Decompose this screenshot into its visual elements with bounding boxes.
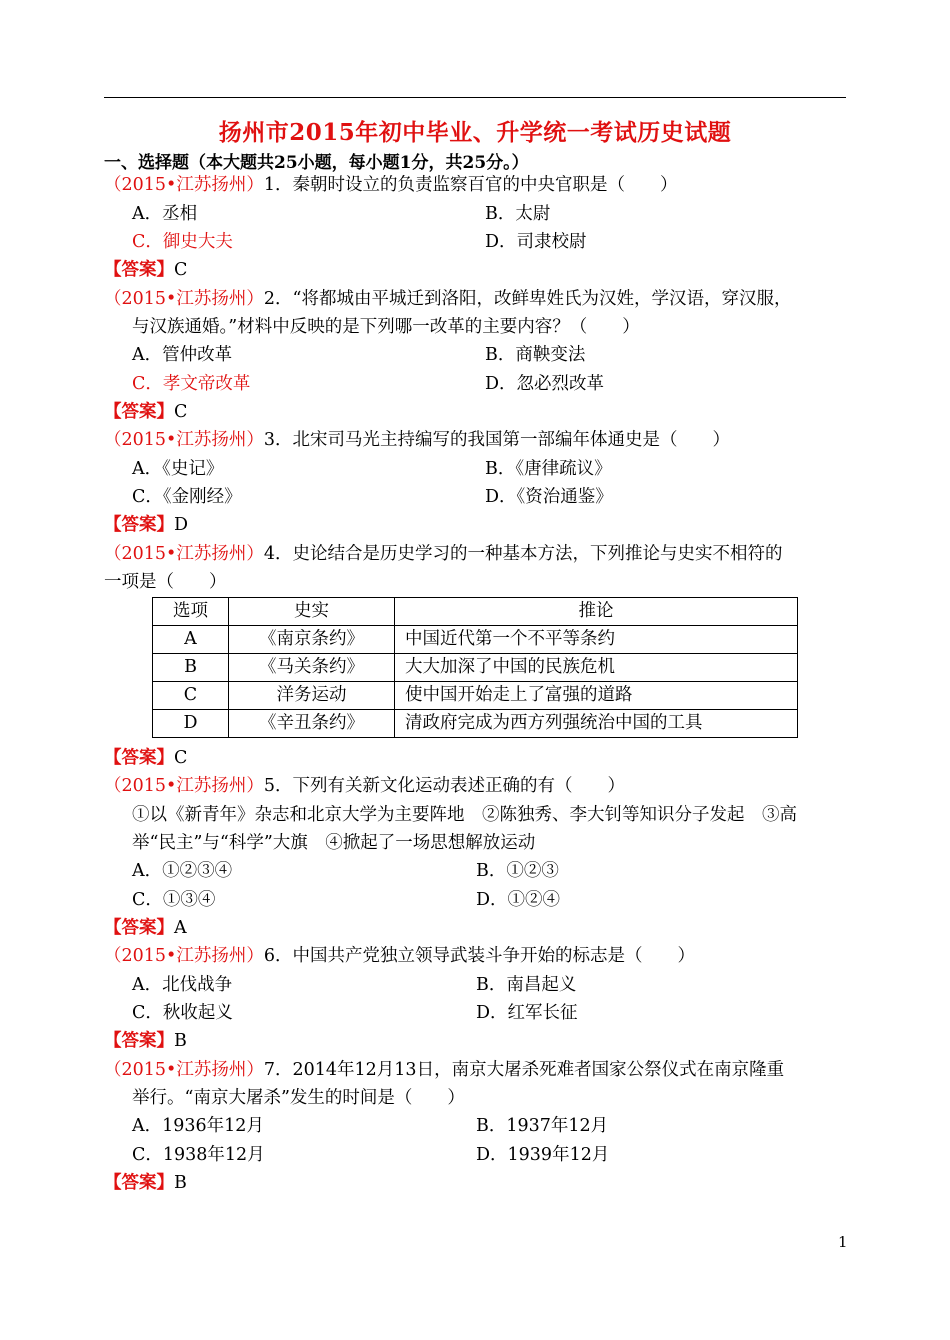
option-b: B．商鞅变法 bbox=[485, 345, 586, 365]
question-text: 7．2014年12月13日，南京大屠杀死难者国家公祭仪式在南京隆重 bbox=[263, 1060, 785, 1080]
question-text: 2．“将都城由平城迁到洛阳，改鲜卑姓氏为汉姓，学汉语，穿汉服， bbox=[263, 289, 792, 309]
answer-label: 【答案】 bbox=[104, 1031, 174, 1051]
table-cell: A bbox=[153, 626, 229, 654]
option-d: D．①②④ bbox=[476, 890, 561, 910]
answer-label: 【答案】 bbox=[104, 515, 174, 535]
table-cell: C bbox=[153, 682, 229, 710]
answer-label: 【答案】 bbox=[104, 260, 174, 280]
option-b: B．①②③ bbox=[476, 861, 559, 881]
table-row bbox=[153, 626, 798, 654]
answer-6 bbox=[104, 1030, 187, 1052]
table-header-cell: 选项 bbox=[153, 598, 229, 626]
question-5 bbox=[104, 775, 625, 797]
answer-1 bbox=[104, 259, 187, 281]
question-4-line-2: 一项是（ ） bbox=[104, 572, 227, 592]
question-text: 5．下列有关新文化运动表述正确的有（ ） bbox=[263, 776, 625, 796]
question-text: 1．秦朝时设立的负责监察百官的中央官职是（ ） bbox=[263, 175, 678, 195]
question-text: 4．史论结合是历史学习的一种基本方法，下列推论与史实不相符的 bbox=[263, 544, 783, 564]
answer-label: 【答案】 bbox=[104, 1173, 174, 1193]
option-b: B．《唐律疏议》 bbox=[485, 459, 612, 479]
option-a: A．①②③④ bbox=[132, 861, 233, 881]
question-text: 3．北宋司马光主持编写的我国第一部编年体通史是（ ） bbox=[263, 430, 730, 450]
question-6 bbox=[104, 945, 695, 967]
header-rule bbox=[104, 97, 846, 98]
table-cell: D bbox=[153, 710, 229, 738]
option-a: A．管仲改革 bbox=[132, 345, 233, 365]
question-source: （2015•江苏扬州） bbox=[104, 544, 264, 564]
option-a: A．丞相 bbox=[132, 204, 198, 224]
question-source: （2015•江苏扬州） bbox=[104, 776, 264, 796]
answer-3 bbox=[104, 514, 188, 536]
question-2 bbox=[104, 288, 791, 310]
history-table bbox=[152, 597, 798, 738]
option-d: D．红军长征 bbox=[476, 1003, 578, 1023]
option-d: D．《资治通鉴》 bbox=[485, 487, 613, 507]
answer-value: B bbox=[174, 1173, 187, 1193]
answer-label: 【答案】 bbox=[104, 748, 174, 768]
question-1 bbox=[104, 174, 678, 196]
question-source: （2015•江苏扬州） bbox=[104, 1060, 264, 1080]
answer-value: B bbox=[174, 1031, 187, 1051]
question-source: （2015•江苏扬州） bbox=[104, 946, 264, 966]
option-a: A．1936年12月 bbox=[132, 1116, 264, 1136]
answer-value: C bbox=[174, 748, 188, 768]
question-2-line-2: 与汉族通婚。”材料中反映的是下列哪一改革的主要内容？（ ） bbox=[132, 317, 640, 337]
table-cell: 中国近代第一个不平等条约 bbox=[395, 626, 798, 654]
question-7 bbox=[104, 1059, 784, 1081]
option-d: D．司隶校尉 bbox=[485, 232, 587, 252]
answer-value: D bbox=[174, 515, 189, 535]
answer-7 bbox=[104, 1172, 187, 1194]
answer-5 bbox=[104, 917, 187, 939]
table-header-cell: 史实 bbox=[229, 598, 395, 626]
table-cell: 《马关条约》 bbox=[229, 654, 395, 682]
question-7-line-2: 举行。“南京大屠杀”发生的时间是（ ） bbox=[132, 1088, 465, 1108]
option-c: C．①③④ bbox=[132, 890, 216, 910]
answer-value: C bbox=[174, 260, 188, 280]
answer-2 bbox=[104, 401, 187, 423]
option-d: D．忽必烈改革 bbox=[485, 374, 605, 394]
table-row bbox=[153, 710, 798, 738]
answer-value: C bbox=[174, 402, 188, 422]
question-text: 6．中国共产党独立领导武装斗争开始的标志是（ ） bbox=[263, 946, 695, 966]
table-cell: 洋务运动 bbox=[229, 682, 395, 710]
question-3 bbox=[104, 429, 730, 451]
table-row bbox=[153, 654, 798, 682]
table-cell: 清政府完成为西方列强统治中国的工具 bbox=[395, 710, 798, 738]
option-a: A．北伐战争 bbox=[132, 975, 233, 995]
option-c: C．1938年12月 bbox=[132, 1145, 265, 1165]
answer-label: 【答案】 bbox=[104, 918, 174, 938]
question-source: （2015•江苏扬州） bbox=[104, 175, 264, 195]
option-c-correct: C．孝文帝改革 bbox=[132, 374, 251, 394]
section-heading: 一、选择题（本大题共25小题，每小题1分，共25分。） bbox=[104, 153, 529, 173]
table-cell: 《辛丑条约》 bbox=[229, 710, 395, 738]
question-4 bbox=[104, 543, 783, 565]
option-d: D．1939年12月 bbox=[476, 1145, 610, 1165]
option-b: B．南昌起义 bbox=[476, 975, 577, 995]
page-title: 扬州市2015年初中毕业、升学统一考试历史试题 bbox=[218, 119, 732, 146]
table-cell: 大大加深了中国的民族危机 bbox=[395, 654, 798, 682]
answer-label: 【答案】 bbox=[104, 402, 174, 422]
option-c: C．秋收起义 bbox=[132, 1003, 233, 1023]
table-cell: 使中国开始走上了富强的道路 bbox=[395, 682, 798, 710]
option-b: B．1937年12月 bbox=[476, 1116, 609, 1136]
option-c-correct: C．御史大夫 bbox=[132, 232, 233, 252]
table-header-row bbox=[153, 598, 798, 626]
option-b: B．太尉 bbox=[485, 204, 551, 224]
question-source: （2015•江苏扬州） bbox=[104, 430, 264, 450]
table-cell: 《南京条约》 bbox=[229, 626, 395, 654]
option-c: C．《金刚经》 bbox=[132, 487, 242, 507]
table-header-cell: 推论 bbox=[395, 598, 798, 626]
table-cell: B bbox=[153, 654, 229, 682]
answer-value: A bbox=[174, 918, 187, 938]
option-a: A．《史记》 bbox=[132, 459, 224, 479]
answer-4 bbox=[104, 747, 187, 769]
question-5-line-3: 举“民主”与“科学”大旗 ④掀起了一场思想解放运动 bbox=[132, 833, 536, 853]
table-row bbox=[153, 682, 798, 710]
question-5-line-2: ①以《新青年》杂志和北京大学为主要阵地 ②陈独秀、李大钊等知识分子发起 ③高 bbox=[132, 805, 797, 825]
question-source: （2015•江苏扬州） bbox=[104, 289, 264, 309]
page-number: 1 bbox=[838, 1233, 848, 1251]
